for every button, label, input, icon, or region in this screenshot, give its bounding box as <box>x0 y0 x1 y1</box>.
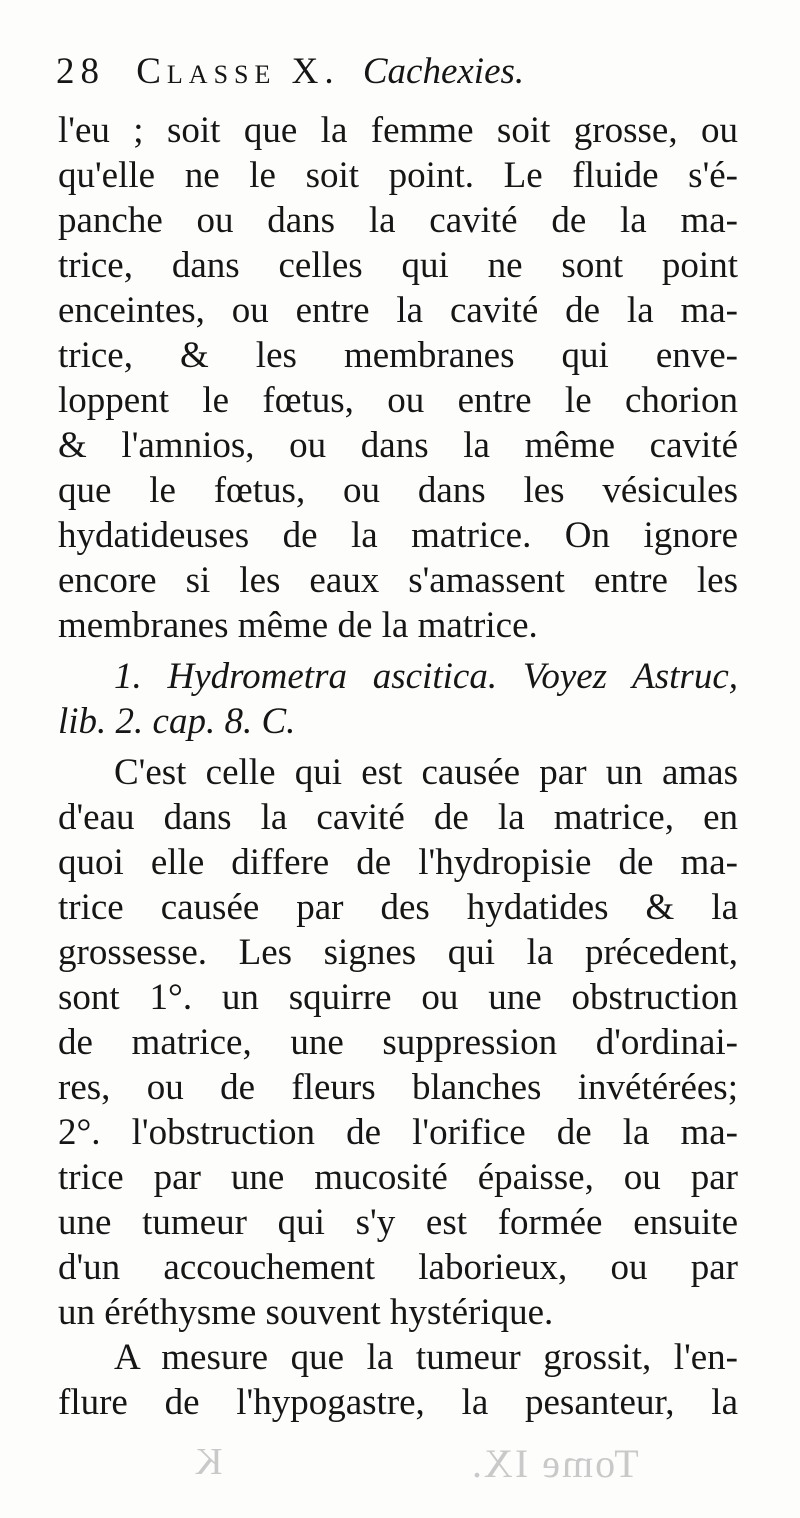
text-line: une tumeur qui s'y est formée ensuite <box>58 1202 738 1243</box>
text-line: enceintes, ou entre la cavité de la ma- <box>58 290 738 331</box>
text-line: quoi elle differe de l'hydropisie de ma- <box>58 842 738 883</box>
text-line: res, ou de fleurs blanches invétérées; <box>58 1067 738 1108</box>
text-line: trice, dans celles qui ne sont point <box>58 245 738 286</box>
page-number: 28 <box>56 51 105 92</box>
text-line: encore si les eaux s'amassent entre les <box>58 560 738 601</box>
running-header <box>56 50 756 100</box>
text-line: d'eau dans la cavité de la matrice, en <box>58 797 738 838</box>
reference-line <box>58 699 738 744</box>
text-line: trice causée par des hydatides & la <box>58 887 738 928</box>
show-through-signature: K <box>195 1441 223 1483</box>
text-line: un éréthysme souvent hystérique. <box>58 1292 554 1333</box>
text-line: d'un accouchement laborieux, ou par <box>58 1247 738 1288</box>
text-line: sont 1°. un squirre ou une obstruction <box>58 977 738 1018</box>
reference-citation: lib. 2. cap. 8. C. <box>58 701 296 742</box>
text-line: que le fœtus, ou dans les vésicules <box>58 470 738 511</box>
reference-line <box>58 654 738 699</box>
body-text <box>58 108 738 1425</box>
text-line: de matrice, une suppression d'ordinai- <box>58 1022 738 1063</box>
subject-label: Cachexies. <box>362 51 525 92</box>
text-line: & l'amnios, ou dans la même cavité <box>58 425 738 466</box>
text-line: trice, & les membranes qui enve- <box>58 335 738 376</box>
text-line: hydatideuses de la matrice. On ignore <box>58 515 738 556</box>
text-line: qu'elle ne le soit point. Le fluide s'é- <box>58 155 738 196</box>
text-line: C'est celle qui est causée par un amas <box>114 752 738 793</box>
text-line: flure de l'hypogastre, la pesanteur, la <box>58 1382 738 1423</box>
text-line: panche ou dans la cavité de la ma- <box>58 200 738 241</box>
text-line: loppent le fœtus, ou entre le chorion <box>58 380 738 421</box>
text-line: A mesure que la tumeur grossit, l'en- <box>114 1337 738 1378</box>
section-label: Classe X. <box>136 51 340 92</box>
text-line: l'eu ; soit que la femme soit grosse, ou <box>58 110 738 151</box>
show-through-text: Tome IX. <box>470 1441 639 1486</box>
text-line: grossesse. Les signes qui la précedent, <box>58 932 738 973</box>
reference-title: 1. Hydrometra ascitica. Voyez Astruc, <box>114 656 738 697</box>
text-line: 2°. l'obstruction de l'orifice de la ma- <box>58 1112 738 1153</box>
text-line: membranes même de la matrice. <box>58 605 538 646</box>
text-line: trice par une mucosité épaisse, ou par <box>58 1157 738 1198</box>
